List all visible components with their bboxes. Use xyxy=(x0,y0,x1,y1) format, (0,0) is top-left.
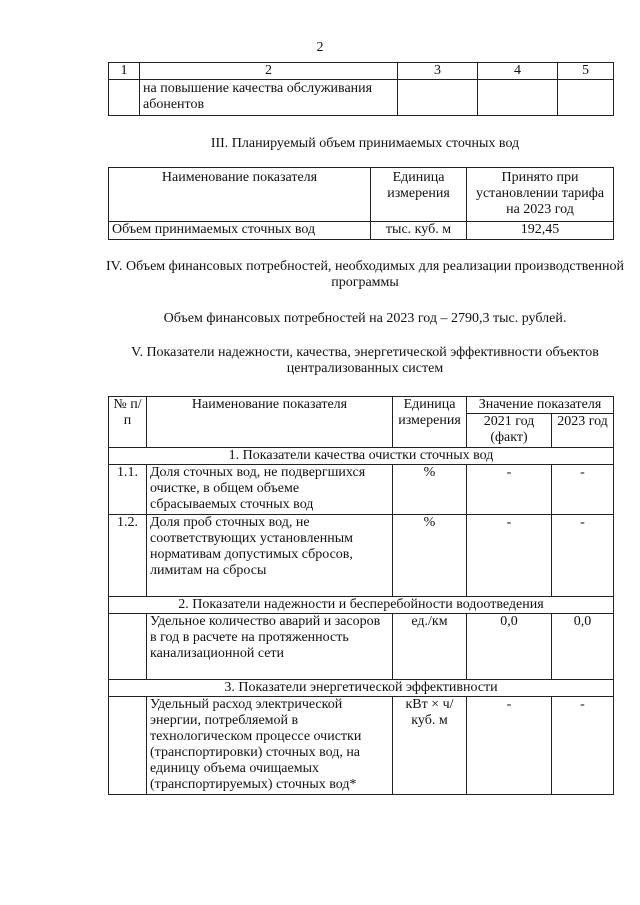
col-header-2: 2 xyxy=(140,63,398,80)
row-value-2023: - xyxy=(552,697,614,795)
row-num xyxy=(109,614,147,680)
header-unit: Единица измерения xyxy=(371,168,467,222)
group-title: 1. Показатели качества очистки сточных вод xyxy=(109,448,614,465)
col-header-3: 3 xyxy=(398,63,478,80)
row-num xyxy=(109,697,147,795)
indicators-table xyxy=(108,396,614,795)
header-num: № п/п xyxy=(109,397,147,448)
planned-volume-table xyxy=(108,167,614,240)
table-cell xyxy=(398,80,478,116)
row-value-2023: - xyxy=(552,515,614,597)
row-unit: % xyxy=(393,515,467,597)
group-title: 3. Показатели энергетической эффективности xyxy=(109,680,614,697)
continuation-table xyxy=(108,62,614,116)
section-3-title: III. Планируемый объем принимаемых сточных вод xyxy=(210,136,520,151)
row-unit: ед./км xyxy=(393,614,467,680)
section-5-title: V. Показатели надежности, качества, энергетической эффективности объектов централизованных систем xyxy=(131,345,599,376)
row-value-2021: 0,0 xyxy=(467,614,552,680)
table-cell: на повышение качества обслуживания абонентов xyxy=(140,80,398,116)
header-unit: Единица измерения xyxy=(393,397,467,448)
row-unit: кВт × ч/ куб. м xyxy=(393,697,467,795)
header-2021: 2021 год (факт) xyxy=(467,414,552,448)
table-cell xyxy=(478,80,558,116)
row-value-2023: 0,0 xyxy=(552,614,614,680)
row-value-2021: - xyxy=(467,697,552,795)
header-2023: 2023 год xyxy=(552,414,614,448)
page-number: 2 xyxy=(316,40,324,55)
section-4-text: Объем финансовых потребностей на 2023 год – 2790,3 тыс. рублей. xyxy=(163,311,567,326)
col-header-4: 4 xyxy=(478,63,558,80)
row-name: Удельное количество аварий и засоров в год в расчете на протяженность канализационной сети xyxy=(147,614,393,680)
row-name: Доля проб сточных вод, не соответствующих установленным нормативам допустимых сбросов, лимитам на сбросы xyxy=(147,515,393,597)
table-cell xyxy=(109,80,140,116)
row-value-2023: - xyxy=(552,465,614,515)
row-unit: тыс. куб. м xyxy=(371,222,467,240)
header-name: Наименование показателя xyxy=(147,397,393,448)
group-title: 2. Показатели надежности и бесперебойности водоотведения xyxy=(109,597,614,614)
section-4-title: IV. Объем финансовых потребностей, необходимых для реализации производственной программы xyxy=(106,259,624,290)
row-name: Доля сточных вод, не подвергшихся очистке, в общем объеме сбрасываемых сточных вод xyxy=(147,465,393,515)
table-cell xyxy=(558,80,614,116)
header-value: Принято при установлении тарифа на 2023 год xyxy=(467,168,614,222)
row-name: Объем принимаемых сточных вод xyxy=(109,222,371,240)
row-name: Удельный расход электрической энергии, потребляемой в технологическом процессе очистки (транспортировки) сточных вод, на единицу объема очищаемых (транспортируемых) сточных вод* xyxy=(147,697,393,795)
row-value-2021: - xyxy=(467,515,552,597)
col-header-5: 5 xyxy=(558,63,614,80)
row-unit: % xyxy=(393,465,467,515)
col-header-1: 1 xyxy=(109,63,140,80)
row-num: 1.1. xyxy=(109,465,147,515)
header-name: Наименование показателя xyxy=(109,168,371,222)
row-value-2021: - xyxy=(467,465,552,515)
row-num: 1.2. xyxy=(109,515,147,597)
header-value-group: Значение показателя xyxy=(467,397,614,414)
row-value: 192,45 xyxy=(467,222,614,240)
